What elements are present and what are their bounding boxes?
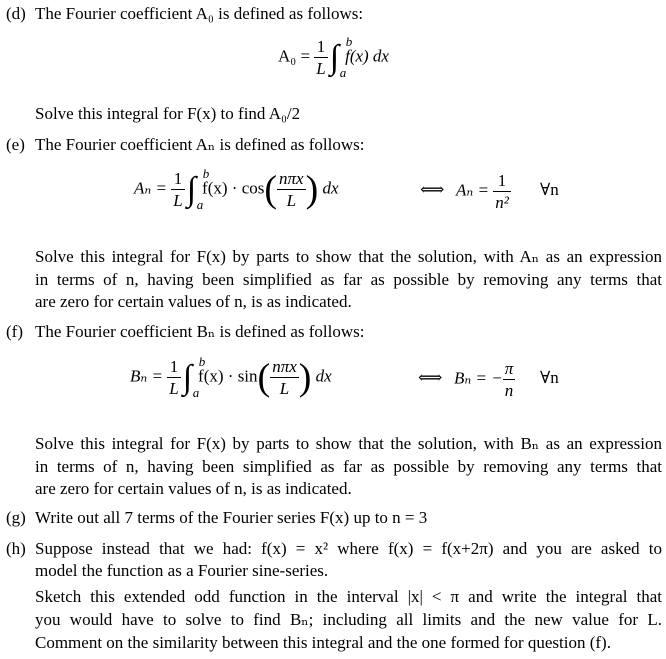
d-solve-text: Solve this integral for F(x) to find A₀/2 [35,104,301,123]
h-para2-line-1: Sketch this extended odd function in the interval |x| < π and write the integral that [35,587,662,606]
bn-result: Bₙ = − $\frac{\pi}{n}$ [454,359,514,400]
f-solve-line-2: in terms of n, having been simplified as far as possible by removing any terms that [35,457,662,476]
f-solve-line-1: Solve this integral for F(x) by parts to show that the solution, with Bₙ as an expression [35,434,662,453]
a0-integrand: f(x) dx [345,46,389,66]
item-label-h: (h) [6,539,26,558]
an-fraction: $\frac{1}{L}$ [173,169,183,210]
bn-forall: ∀n [540,368,559,387]
item-text-d: The Fourier coefficient A₀ is defined as follows: [35,4,364,23]
integral-sign: ∫ b a [182,353,206,400]
item-label-e: (e) [6,135,25,154]
h-para2-line-3: Comment on the similarity between this integral and the one formed for question (f). [35,633,611,652]
e-solve-line-2: in terms of n, having been simplified as far as possible by removing any terms that [35,270,662,289]
item-label-g: (g) [6,508,26,527]
iff-symbol: ⟺ [418,368,443,387]
an-result: Aₙ = $\frac{1}{\text{n²}}$ [456,171,509,212]
h-line-2: model the function as a Fourier sine-series. [35,561,329,580]
equation-bn: Bₙ = $\frac{1}{L}$ ∫ b a f(x) · sin( $\frac{\text{nπx}}{L}$ ) dx [130,353,332,400]
a0-lhs: A₀ = [278,46,315,66]
h-para2-line-2: you would have to solve to find Bₙ; including all limits and the new value for L. [35,610,662,629]
bn-lhs: Bₙ = [130,366,168,386]
bn-dx: dx [315,366,332,386]
an-lhs: Aₙ = [134,178,172,198]
item-text-f: The Fourier coefficient Bₙ is defined as follows: [35,322,365,341]
bn-arg-fraction: $\frac{\text{nπx}}{L}$ [272,357,297,398]
integral-sign: ∫ b a [186,165,210,212]
f-solve-line-3: are zero for certain values of n, is as indicated. [35,479,352,498]
bn-fraction: $\frac{1}{L}$ [169,357,179,398]
integral-sign: ∫ b a [329,33,353,80]
item-label-f: (f) [6,322,23,341]
item-label-d: (d) [6,4,26,23]
e-solve-line-3: are zero for certain values of n, is as indicated. [35,292,352,311]
e-solve-line-1: Solve this integral for F(x) by parts to show that the solution, with Aₙ as an expression [35,247,662,266]
iff-symbol: ⟺ [420,180,445,199]
equation-a0 [278,33,389,80]
an-integrand: f(x) · cos [202,178,265,198]
item-text-h: Suppose instead that we had: f(x) = x² where f(x) = f(x+2π) and you are asked to [35,539,662,558]
an-forall: ∀n [540,180,559,199]
equation-an: Aₙ = $\frac{1}{L}$ ∫ b a f(x) · cos( $\frac{\text{nπx}}{L}$ ) dx [134,165,339,212]
an-arg-fraction: $\frac{\text{nπx}}{L}$ [279,169,304,210]
item-text-e: The Fourier coefficient Aₙ is defined as follows: [35,135,365,154]
a0-fraction: $\frac{1}{L}$ [316,37,326,78]
item-text-g: Write out all 7 terms of the Fourier series F(x) up to n = 3 [35,508,428,527]
bn-integrand: f(x) · sin [198,366,258,386]
an-dx: dx [322,178,339,198]
